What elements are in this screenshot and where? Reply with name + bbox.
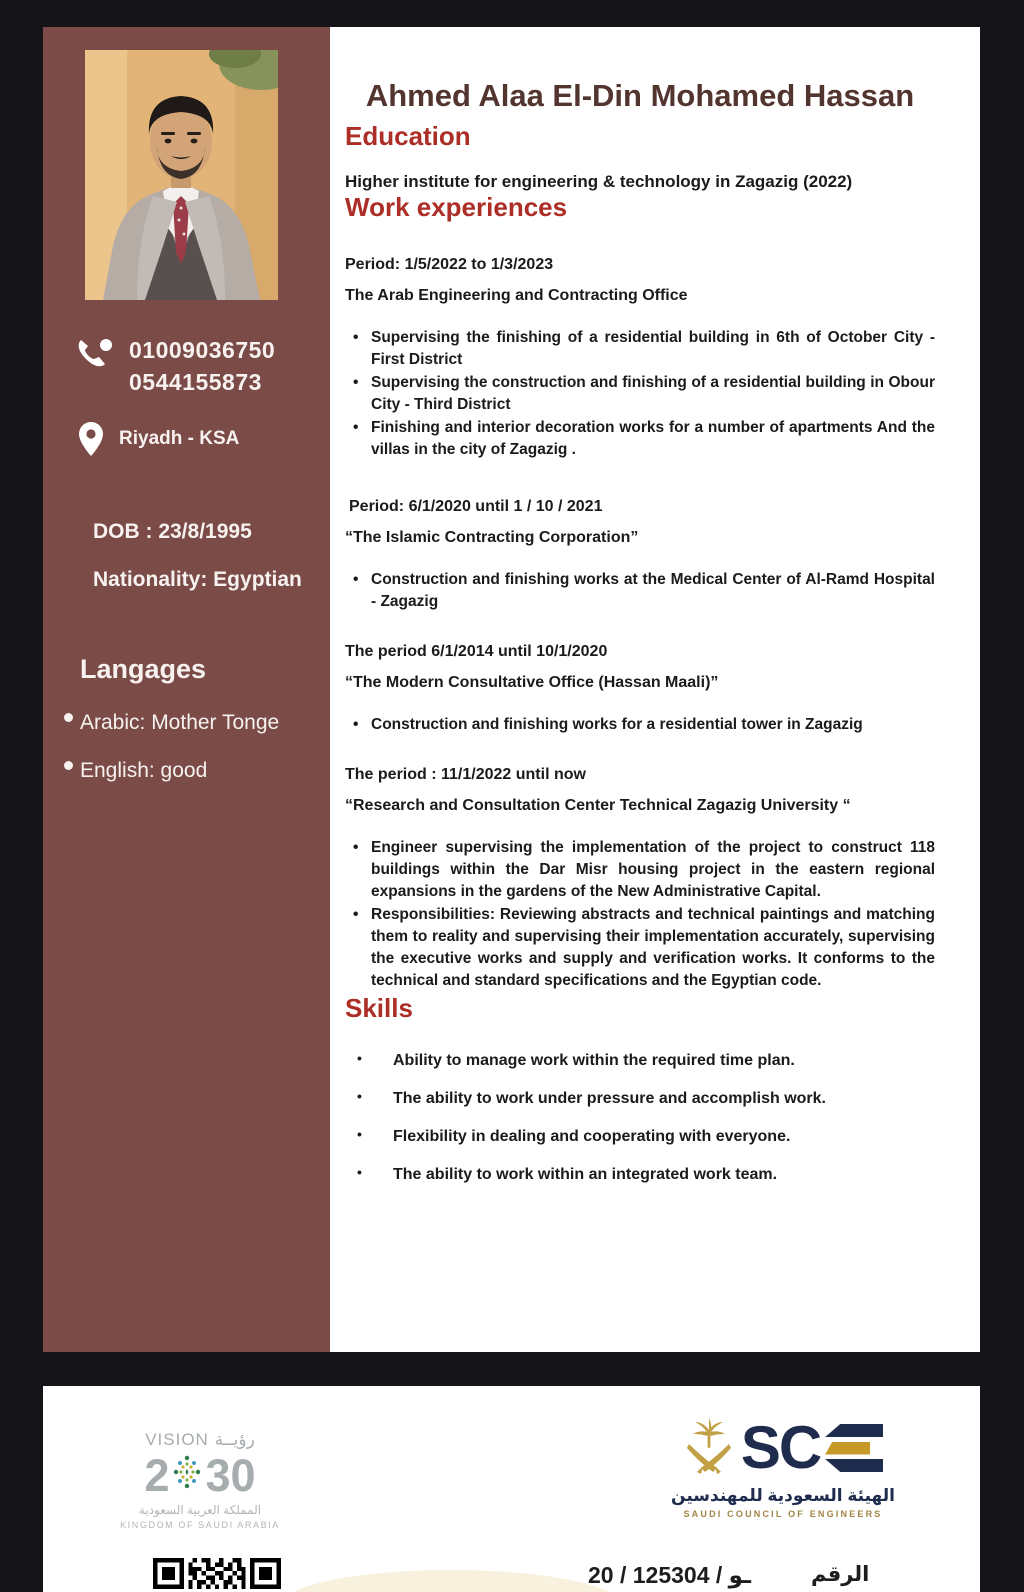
vision-2030-logo <box>115 1430 285 1530</box>
job-bullet: • Construction and finishing works for a residential tower in Zagazig <box>349 714 935 736</box>
job-period: Period: 1/5/2022 to 1/3/2023 <box>345 256 554 273</box>
languages-list <box>43 711 330 783</box>
vision-year <box>115 1449 285 1501</box>
phone-number-2: 0544155873 <box>129 369 262 395</box>
skill-item: • Flexibility in dealing and cooperating with everyone. <box>345 1128 935 1146</box>
job-bullet: • Finishing and interior decoration works for a number of apartments And the villas in the city of Zagazig . <box>349 417 935 461</box>
job-entry <box>345 256 935 461</box>
sce-letters: SC <box>740 1414 821 1481</box>
job-period: The period 6/1/2014 until 10/1/2020 <box>345 643 608 660</box>
job-company: “The Islamic Contracting Corporation” <box>345 529 639 546</box>
job-entry <box>345 498 935 613</box>
job-company: “Research and Consultation Center Technical Zagazig University “ <box>345 797 851 814</box>
vision-arabic-line: المملكة العربية السعودية <box>138 1503 262 1517</box>
palm-swords-icon <box>683 1416 735 1480</box>
job-bullets <box>345 327 935 461</box>
job-bullet: • Engineer supervising the implementation of the project to construct 118 buildings within the Dar Misr housing project in the eastern regional expansions in the gardens of the New Administrative Capital. <box>349 837 935 903</box>
job-bullets <box>345 714 935 736</box>
job-company: “The Modern Consultative Office (Hassan Maali)” <box>345 674 719 691</box>
profile-photo <box>85 50 278 300</box>
dob-text: DOB : 23/8/1995 <box>93 520 252 543</box>
work-heading: Work experiences <box>345 192 568 222</box>
job-bullets <box>345 837 935 992</box>
language-item: Arabic: Mother Tonge <box>80 711 320 735</box>
serial-label: الرقم <box>811 1563 870 1586</box>
job-bullet: • Construction and finishing works at the Medical Center of Al-Ramd Hospital - Zagazig <box>349 569 935 613</box>
cv-card <box>43 27 980 1352</box>
job-period: Period: 6/1/2020 until 1 / 10 / 2021 <box>349 498 603 515</box>
job-entry <box>345 766 935 992</box>
stamp-ellipse <box>281 1570 621 1592</box>
job-company: The Arab Engineering and Contracting Office <box>345 287 688 304</box>
education-heading: Education <box>345 121 471 151</box>
skill-item: • The ability to work under pressure and accomplish work. <box>345 1090 935 1108</box>
vision-year-right: 30 <box>205 1449 256 1501</box>
footer-card <box>43 1386 980 1592</box>
profile-photo-illustration <box>85 50 278 300</box>
vision-english-line: KINGDOM OF SAUDI ARABIA <box>120 1520 280 1530</box>
vision-arabic: رؤيــة <box>214 1430 255 1449</box>
serial-number: 20 / ـو / 125304 <box>588 1562 751 1588</box>
skill-item: • Ability to manage work within the required time plan. <box>345 1052 935 1070</box>
nationality-text: Nationality: Egyptian <box>93 568 302 591</box>
sce-logo-top <box>648 1416 918 1480</box>
saudi-emblem-icon <box>170 1452 204 1499</box>
location-text: Riyadh - KSA <box>119 428 240 449</box>
qr-code <box>153 1558 281 1592</box>
education-item: Higher institute for engineering & technology in Zagazig (2022) <box>345 172 853 191</box>
skill-item: • The ability to work within an integrated work team. <box>345 1166 935 1184</box>
job-period: The period : 11/1/2022 until now <box>345 766 586 783</box>
sce-logo <box>648 1416 918 1519</box>
language-item: English: good <box>80 759 320 783</box>
sce-arabic-line: الهيئة السعودية للمهندسين <box>671 1486 895 1505</box>
job-entry <box>345 643 935 736</box>
phone-number-1: 01009036750 <box>129 337 276 363</box>
skills-list <box>345 1052 935 1184</box>
location-row <box>79 422 330 456</box>
phone-numbers <box>129 334 275 398</box>
person-name: Ahmed Alaa El-Din Mohamed Hassan <box>365 78 915 113</box>
job-bullet: • Supervising the finishing of a residential building in 6th of October City - First District <box>349 327 935 371</box>
vision-year-left: 2 <box>144 1449 170 1501</box>
location-icon <box>79 422 103 456</box>
sidebar <box>43 27 330 1352</box>
vision-latin: VISION <box>145 1430 209 1449</box>
cv-content <box>330 27 980 1352</box>
job-bullet: • Responsibilities: Reviewing abstracts and technical paintings and matching them to reality and supervising their implementation accurately, supervising the executive works and supply and verification works. It conforms to the technical and standard specifications and the Egyptian code. <box>349 904 935 992</box>
phone-icon <box>75 336 115 379</box>
skills-heading: Skills <box>345 993 413 1023</box>
languages-title: Langages <box>80 654 207 684</box>
job-bullet: • Supervising the construction and finishing of a residential building in Obour City - Third District <box>349 372 935 416</box>
phone-row <box>75 334 330 398</box>
sce-english-line: SAUDI COUNCIL OF ENGINEERS <box>683 1509 883 1519</box>
vision-logo-wordmark <box>115 1430 285 1450</box>
job-bullets <box>345 569 935 613</box>
sce-letter-e <box>825 1424 883 1472</box>
